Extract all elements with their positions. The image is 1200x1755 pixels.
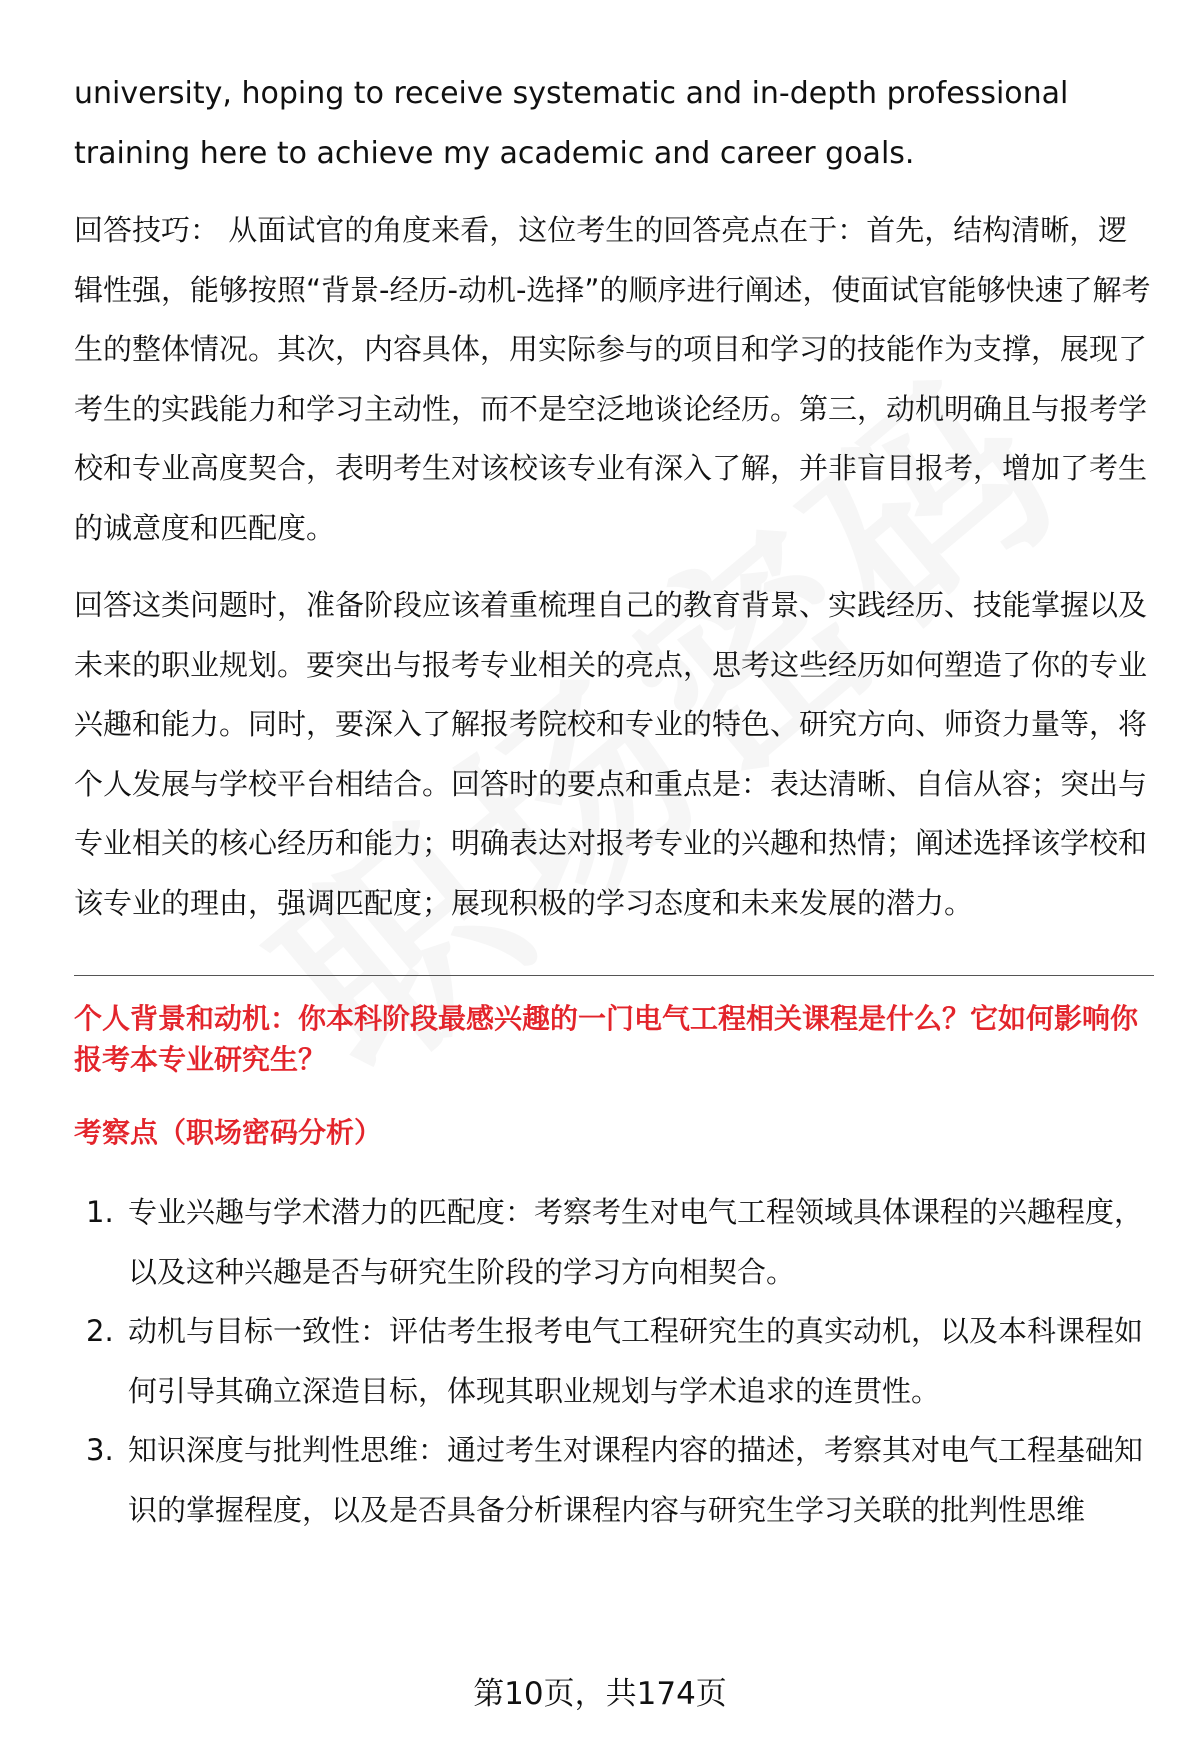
list-item [74,1183,1154,1302]
list-item-text: 知识深度与批判性思维：通过考生对课程内容的描述，考察其对电气工程基础知识的掌握程度，以及是否具备分析课程内容与研究生学习关联的批判性思维 [128,1433,1144,1527]
list-number: 2. [86,1314,114,1348]
list-item-text: 专业兴趣与学术潜力的匹配度：考察考生对电气工程领域具体课程的兴趣程度，以及这种兴趣是否与研究生阶段的学习方向相契合。 [128,1195,1144,1289]
list-number: 1. [86,1195,114,1229]
list-number: 3. [86,1433,114,1467]
section-divider [74,975,1154,976]
intro-paragraph: university, hoping to receive systematic and in-depth professional training here to achieve my academic and career goals. [74,76,1069,171]
answer-tips-paragraph: 回答技巧： 从面试官的角度来看，这位考生的回答亮点在于：首先，结构清晰，逻辑性强，能够按照“背景-经历-动机-选择”的顺序进行阐述，使面试官能够快速了解考生的整体情况。其次，内容具体，用实际参与的项目和学习的技能作为支撑，展现了考生的实践能力和学习主动性，而不是空泛地谈论经历。第三，动机明确且与报考学校和专业高度契合，表明考生对该校该专业有深入了解，并非盲目报考，增加了考生的诚意度和匹配度。 [74,213,1151,545]
page-footer: 第10页，共174页 [473,1676,727,1712]
list-item [74,1421,1154,1540]
answer-advice-paragraph: 回答这类问题时，准备阶段应该着重梳理自己的教育背景、实践经历、技能掌握以及未来的职业规划。要突出与报考专业相关的亮点，思考这些经历如何塑造了你的专业兴趣和能力。同时，要深入了解报考院校和专业的特色、研究方向、师资力量等，将个人发展与学校平台相结合。回答时的要点和重点是：表达清晰、自信从容；突出与专业相关的核心经历和能力；明确表达对报考专业的兴趣和热情；阐述选择该学校和该专业的理由，强调匹配度；展现积极的学习态度和未来发展的潜力。 [74,588,1148,920]
focus-points-list [74,1183,1154,1540]
page-content [74,64,1154,1540]
focus-heading: 考察点（职场密码分析） [74,1116,383,1149]
list-item [74,1302,1154,1421]
list-item-text: 动机与目标一致性：评估考生报考电气工程研究生的真实动机，以及本科课程如何引导其确立深造目标，体现其职业规划与学术追求的连贯性。 [128,1314,1144,1408]
question-heading: 个人背景和动机：你本科阶段最感兴趣的一门电气工程相关课程是什么？它如何影响你报考本专业研究生？ [74,1002,1139,1076]
